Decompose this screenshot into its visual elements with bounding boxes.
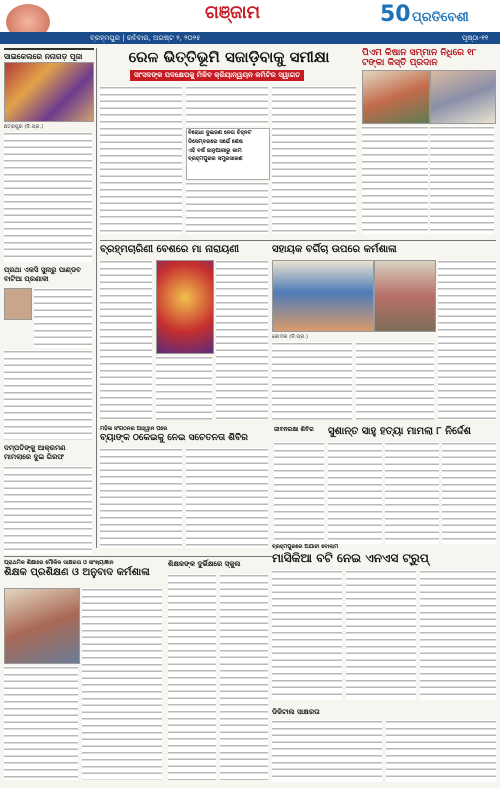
left1-body xyxy=(4,132,92,262)
temple-headline: ବ୍ରହ୍ମଚାରିଣୀ ବେଶରେ ମା ନାରାୟଣୀ xyxy=(100,244,240,255)
thread-kicker: ବ୍ରହ୍ମପୁରରେ ଅଯାଚୀ ବୋଲାମ xyxy=(272,544,496,551)
top-main-body-b xyxy=(186,86,268,126)
left-column xyxy=(4,48,94,548)
training-photo xyxy=(4,588,80,664)
garden-body-a xyxy=(438,260,496,420)
mid-small-headline: ଜୀବନରକ୍ଷା ଶିବିର xyxy=(274,426,314,433)
mid-small-story xyxy=(274,426,324,552)
dateline-bar xyxy=(0,32,500,44)
top-right-body-b xyxy=(430,126,494,234)
highlight-3: ଏହି ବର୍ଷ ଜାନୁଆରୀରୁ କାମ xyxy=(188,147,242,154)
left2-body-a xyxy=(34,288,92,348)
thread-body-c xyxy=(420,570,496,700)
left2-body-b xyxy=(4,350,92,440)
bank-kicker: ମହିଳା ସଂଗଠନର ଆହ୍ୱାନ ପରେ xyxy=(100,426,168,432)
workshop-photo xyxy=(272,260,374,332)
murder-body-a xyxy=(328,442,382,548)
date-text: ବ୍ରହ୍ମପୁର | ରବିବାର, ଅଗଷ୍ଟ ୨, ୨୦୨୫ xyxy=(90,34,201,42)
masthead xyxy=(0,0,500,44)
temple-body-b xyxy=(156,356,212,420)
bottom-mid-story xyxy=(168,560,268,784)
bank-body-a xyxy=(100,448,182,548)
training-story xyxy=(4,560,164,784)
training-kicker: ପ୍ରାଥମିକ ଶିକ୍ଷାରେ ମୌଳିକ ସାକ୍ଷରତା ଓ ସାଂଖ୍ୟାଜ୍ଞାନ xyxy=(4,560,114,566)
garden-byline: କୋଦଳା (ନି.ପ୍ର.) xyxy=(272,334,308,340)
regional-title: ଗଞ୍ଜାମ xyxy=(205,2,261,23)
thread-headline: ମାସିକିଆ ବଟି ନେଇ ଏନଏସ ଟ୍ରୁପ୍ xyxy=(272,551,496,565)
anniversary-logo: 50 xyxy=(380,2,411,27)
left1-headline: ସାଇକେଲରେ ନନାଗଡ଼ ପୂଜା xyxy=(4,48,94,62)
top-main-body-a xyxy=(100,86,182,234)
murder-story xyxy=(328,426,496,552)
top-main-body-c xyxy=(186,182,268,234)
highlights-box xyxy=(186,128,270,180)
top-main-headline: ରେଳ ଭିତ୍ତିଭୂମି ସଜାଡ଼ିବାକୁ ସମୀକ୍ଷା xyxy=(128,48,330,66)
garden-body-c xyxy=(356,342,434,420)
right-small-body-a xyxy=(272,720,382,782)
murder-body-b xyxy=(385,442,439,548)
section-divider xyxy=(100,240,496,241)
festival-photo xyxy=(4,62,94,122)
top-main-subhead: ସାଂସଦଙ୍କ ପଦକ୍ଷେପକୁ ମିଳିବ କ୍ରିୟାନ୍ୱୟନ କମିଟିର ସ୍ୱାଗତ xyxy=(130,70,304,81)
temple-story xyxy=(100,244,268,424)
thread-story xyxy=(272,544,496,704)
thread-body-a xyxy=(272,570,342,700)
column-divider xyxy=(96,48,97,548)
left3-body xyxy=(4,466,92,554)
highlight-2: ଡିସେମ୍ବରରେ ସର୍ଭେ ଶେଷ xyxy=(188,138,243,145)
thread-body-b xyxy=(346,570,416,700)
highlight-4: ବ୍ରହ୍ମପୁରର ସମ୍ପ୍ରସାରଣ xyxy=(188,156,243,163)
left1-byline: ଛତ୍ରପୁର (ନି.ପ୍ର.) xyxy=(4,124,44,130)
left3-headline: ଦମ୍ପତିଙ୍କୁ ଆକ୍ରମଣ ମାମଲାରେ ଦୁଇ ଗିରଫ xyxy=(4,444,66,461)
garden-body-b xyxy=(272,342,352,420)
right-small-headline: ଡିଜିଟାଲ ସାକ୍ଷରତା xyxy=(272,708,320,716)
newspaper-brand: ପ୍ରତିବେଶୀ xyxy=(412,10,469,25)
portrait-photo xyxy=(4,288,32,320)
murder-body-c xyxy=(442,442,496,548)
garden-story xyxy=(272,244,496,424)
temple-body-a xyxy=(100,260,152,420)
highlight-1: ବିରୋଧୀ ଦୁଇଜଣ ନେତା ଚିହ୍ନଟ xyxy=(188,130,252,136)
right-small-story xyxy=(272,708,496,784)
training-body-b xyxy=(4,666,78,780)
training-headline: ଶିକ୍ଷକ ପ୍ରଶିକ୍ଷଣ ଓ ଅନୁବାଦ କର୍ମଶାଳା xyxy=(4,566,150,578)
page-number: ପୃଷ୍ଠା-୧୧ xyxy=(462,34,489,42)
top-right-headline: ପିଏମ କିଷାନ ସମ୍ମାନ ନିଧିରେ ୧୮ ଟଙ୍କା କିସ୍ତି ପ୍ରଦାନ xyxy=(362,48,477,68)
bank-headline: ବ୍ୟାଙ୍କ ଠକେଇକୁ ନେଇ ସଚେତନତା ଶିବିର xyxy=(100,432,248,443)
bottom-mid-headline: ଶିକ୍ଷକଙ୍କ ଦୁର୍ଭିକ୍ଷରେ ସ୍କୁଲ xyxy=(168,560,241,568)
farmers-photo xyxy=(362,70,430,124)
bottom-mid-body-a xyxy=(168,574,216,780)
top-main-body-d xyxy=(272,86,356,234)
bottom-mid-body-b xyxy=(220,574,268,780)
temple-body-c xyxy=(216,260,268,420)
minister-photo xyxy=(430,70,496,124)
top-main-story xyxy=(100,48,358,238)
top-right-story xyxy=(362,48,496,238)
right-small-body-b xyxy=(386,720,496,782)
goddess-photo xyxy=(156,260,214,354)
top-right-body-a xyxy=(362,126,428,234)
bank-body-b xyxy=(186,448,268,548)
training-body-a xyxy=(82,588,162,780)
bank-story xyxy=(100,426,270,552)
audience-photo xyxy=(374,260,436,332)
mid-small-body xyxy=(274,442,324,548)
left2-headline: ପ୍ରଥା ଏକସି ସୁନାରୁ ପାଣ୍ଡବ ବାଟିଆ ପ୍ରଣାଳୀ xyxy=(4,266,81,283)
garden-headline: ସହାୟକ ବର୍ଗିଚା ଉପରେ କର୍ମଶାଳା xyxy=(272,244,397,255)
murder-headline: ସୁଶାନ୍ତ ସାହୁ ହତ୍ୟା ମାମଲା ୮ ନିର୍ଦ୍ଦେଶ xyxy=(328,426,471,437)
